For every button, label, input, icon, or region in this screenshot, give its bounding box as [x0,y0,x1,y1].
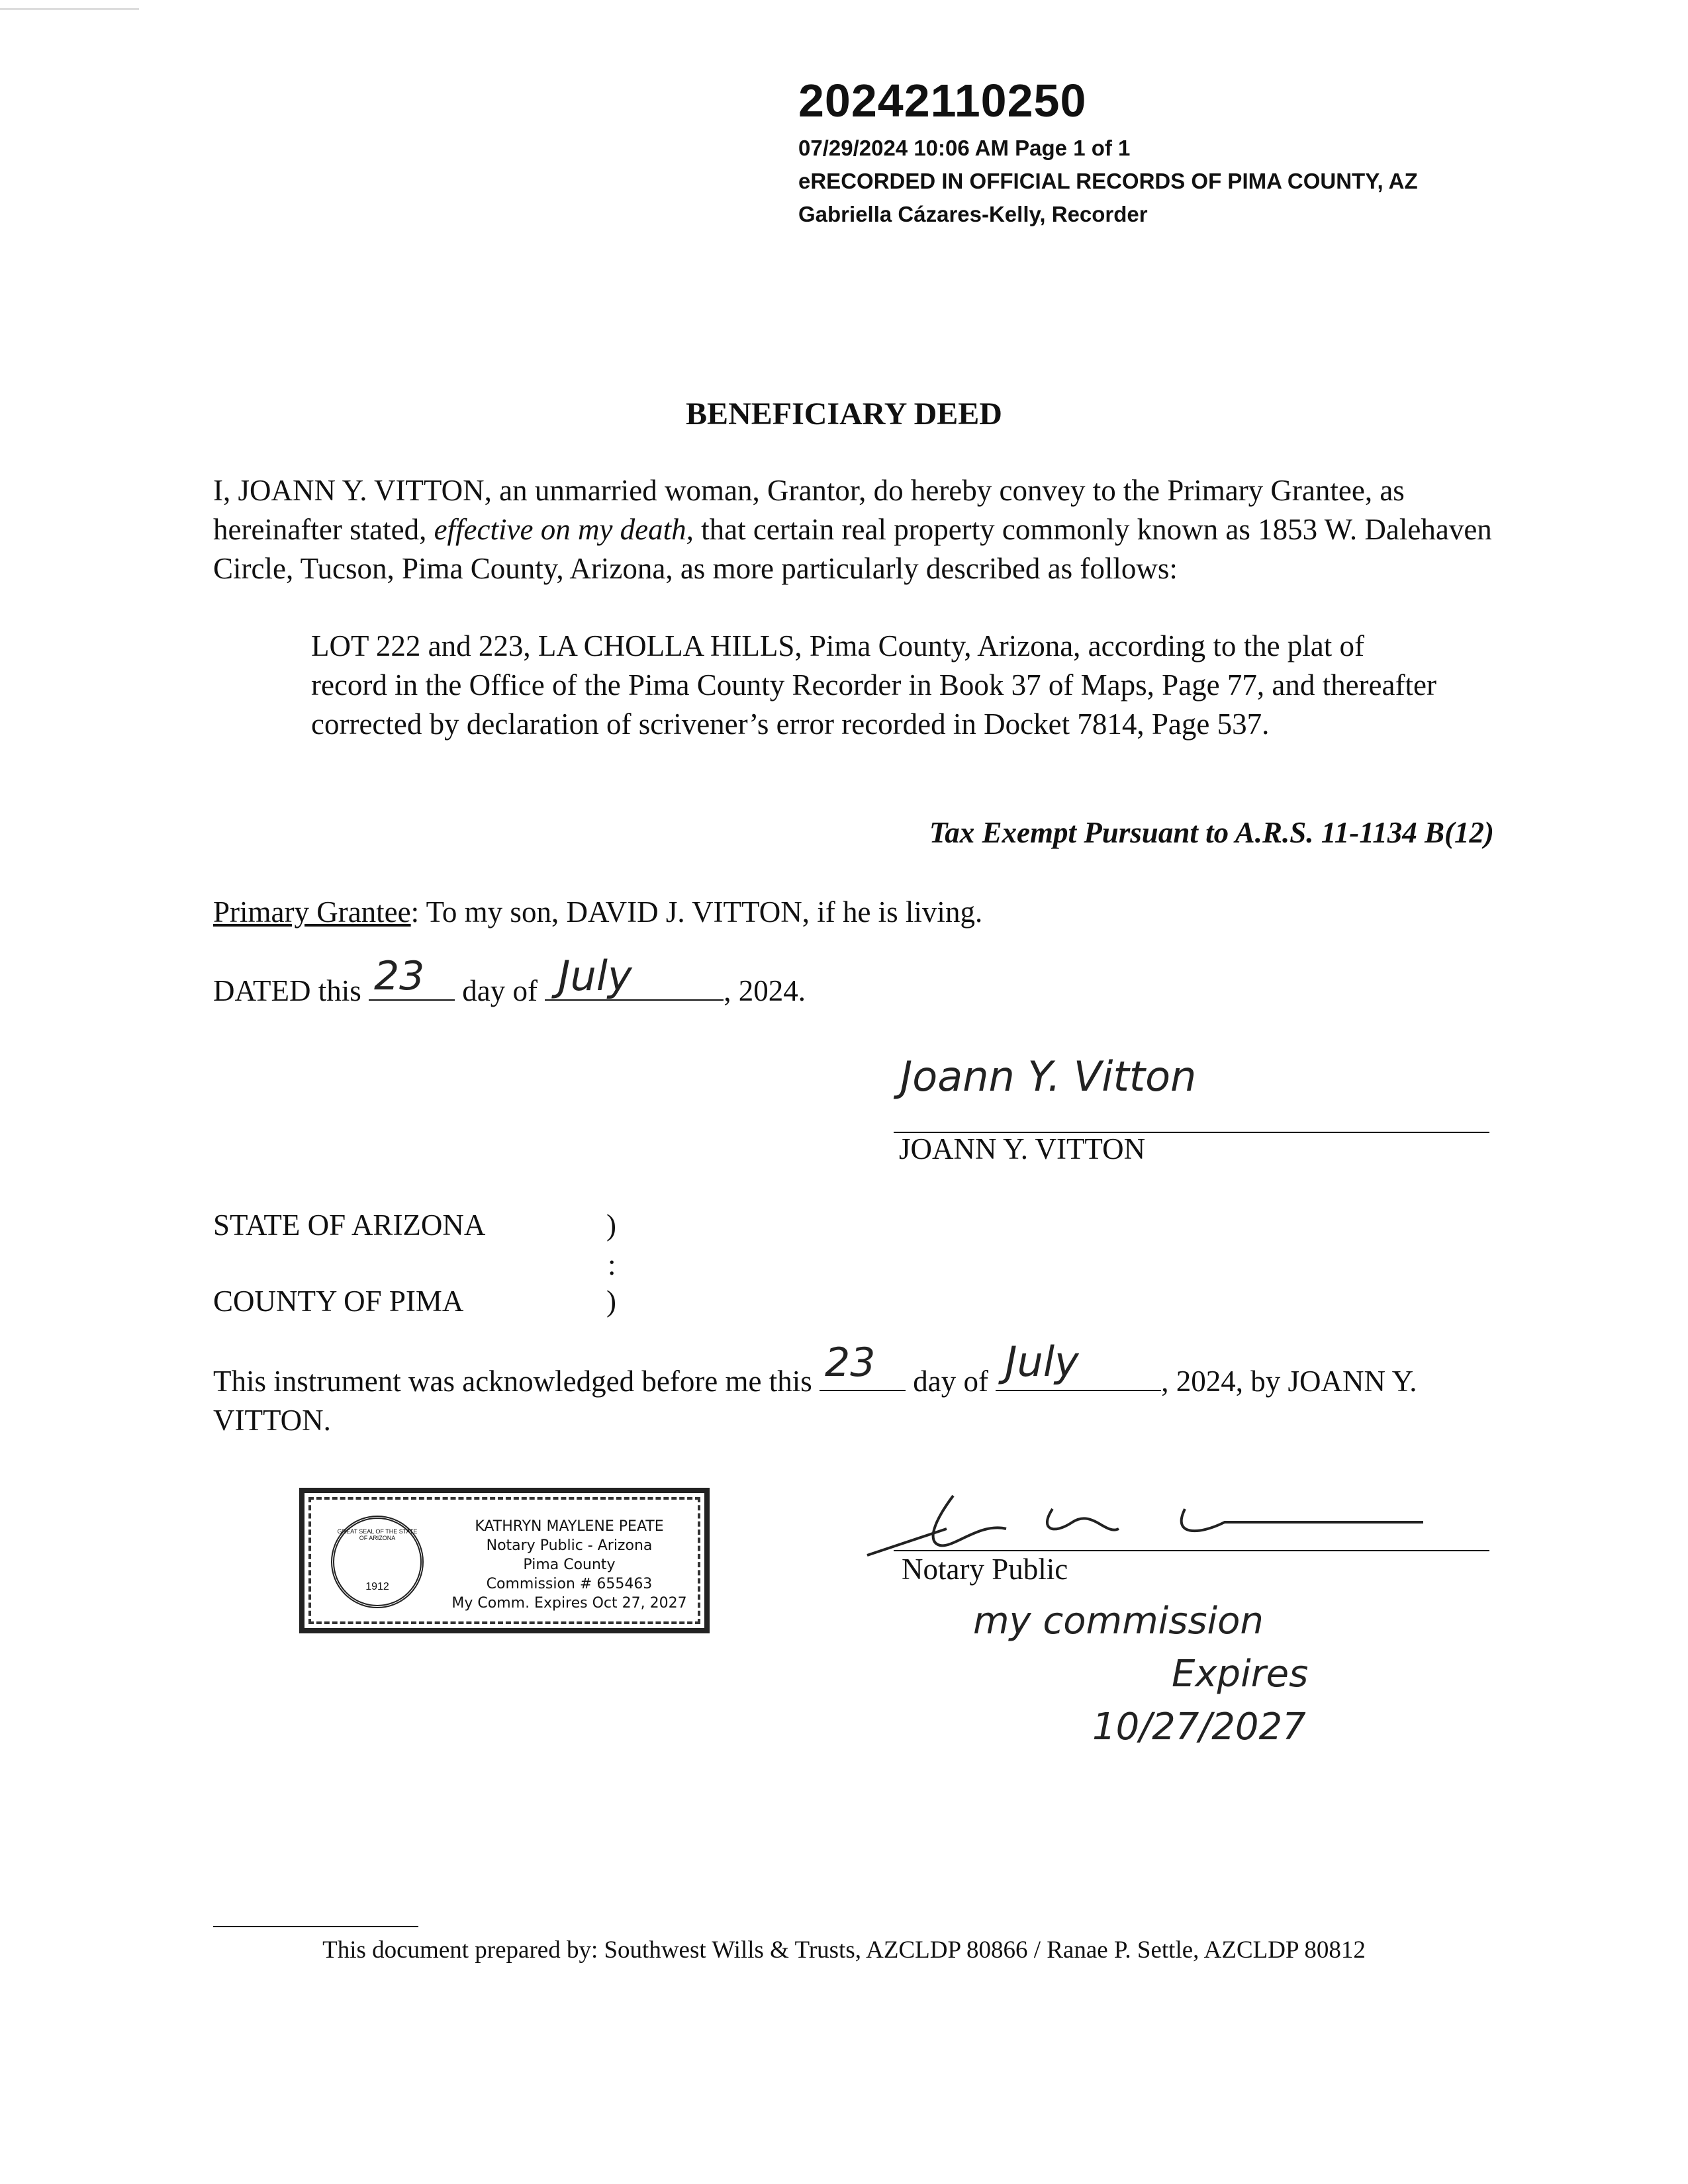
seal-line-3: Pima County [523,1557,616,1573]
grantor-signature: Joann Y. Vitton [900,1052,1197,1101]
ack-month-blank [996,1338,1161,1391]
dated-prefix: DATED this [213,974,369,1007]
venue-state: STATE OF ARIZONA [213,1208,486,1242]
dated-suffix: , 2024. [724,974,806,1007]
prepared-by: This document prepared by: Southwest Wills & Trusts, AZCLDP 80866 / Ranae P. Settle, AZCLDP 80812 [322,1936,1366,1964]
scan-edge-mark [0,8,139,10]
ack-day-handwritten: 23 [825,1340,876,1386]
ack-prefix: This instrument was acknowledged before me this [213,1365,820,1398]
seal-year: 1912 [365,1581,389,1592]
ack-suffix: , 2024, by JOANN Y. VITTON. [213,1365,1417,1437]
conveyance-text-1: I, JOANN Y. VITTON, an unmarried woman, Grantor, do hereby convey to the Primary Grantee, as hereinafter stated, [213,474,1405,546]
dated-month-handwritten: July [558,952,632,1000]
ack-middle: day of [906,1365,996,1398]
seal-ring-text: GREAT SEAL OF THE STATE OF ARIZONA [337,1528,418,1541]
ack-month-handwritten: July [1005,1338,1079,1386]
recording-number: 20242110250 [798,75,1087,126]
note-line-3: 10/27/2027 [1092,1706,1306,1749]
note-line-1: my commission [973,1600,1264,1643]
venue-paren-bottom: ) [606,1285,616,1318]
grantee-label: Primary Grantee [213,895,411,929]
grantor-name: JOANN Y. VITTON [899,1132,1146,1165]
seal-line-5: My Comm. Expires Oct 27, 2027 [451,1595,687,1612]
dated-line [213,952,806,1008]
ack-day-blank [820,1340,906,1391]
venue-county: COUNTY OF PIMA [213,1285,464,1318]
conveyance-text-2: that certain real property commonly known as 1853 W. Dalehaven Circle, Tucson, Pima County, Arizona, as more particularly described as follows: [213,513,1492,585]
seal-notary-name: KATHRYN MAYLENE PEATE [475,1518,664,1535]
notary-label: Notary Public [902,1553,1068,1586]
primary-grantee [213,895,982,929]
venue-paren-top: ) [606,1208,616,1242]
conveyance-italic: effective on my death, [434,513,694,546]
seal-text [437,1517,702,1613]
tax-exempt-note: Tax Exempt Pursuant to A.R.S. 11-1134 B(12) [929,816,1494,849]
dated-middle: day of [455,974,545,1007]
state-seal-icon [331,1516,424,1608]
commission-expiry-handwritten [973,1595,1436,1754]
recorder-name: Gabriella Cázares-Kelly, Recorder [798,202,1148,226]
dated-day-blank [369,953,455,1001]
venue-colon: : [608,1248,616,1281]
conveyance-paragraph [213,471,1504,588]
notary-seal [299,1488,710,1633]
recording-office: eRECORDED IN OFFICIAL RECORDS OF PIMA COUNTY, AZ [798,169,1418,193]
recording-datetime: 07/29/2024 10:06 AM Page 1 of 1 [798,136,1131,160]
document-title: BENEFICIARY DEED [686,396,1002,432]
dated-month-blank [545,952,724,1001]
seal-line-2: Notary Public - Arizona [486,1537,653,1554]
acknowledgment-paragraph [213,1338,1504,1440]
note-line-2: Expires [1172,1653,1309,1696]
dated-day-handwritten: 23 [374,953,425,999]
grantee-text: : To my son, DAVID J. VITTON, if he is living. [410,895,983,929]
seal-line-4: Commission # 655463 [486,1576,653,1592]
legal-description: LOT 222 and 223, LA CHOLLA HILLS, Pima County, Arizona, according to the plat of record in the Office of the Pima County Recorder in Book 37 of Maps, Page 77, and thereafter corrected by declaration of scrivener’s error recorded in Docket 7814, Page 537. [311,629,1436,741]
footnote-rule [213,1926,418,1927]
notary-signature-line [894,1550,1489,1551]
